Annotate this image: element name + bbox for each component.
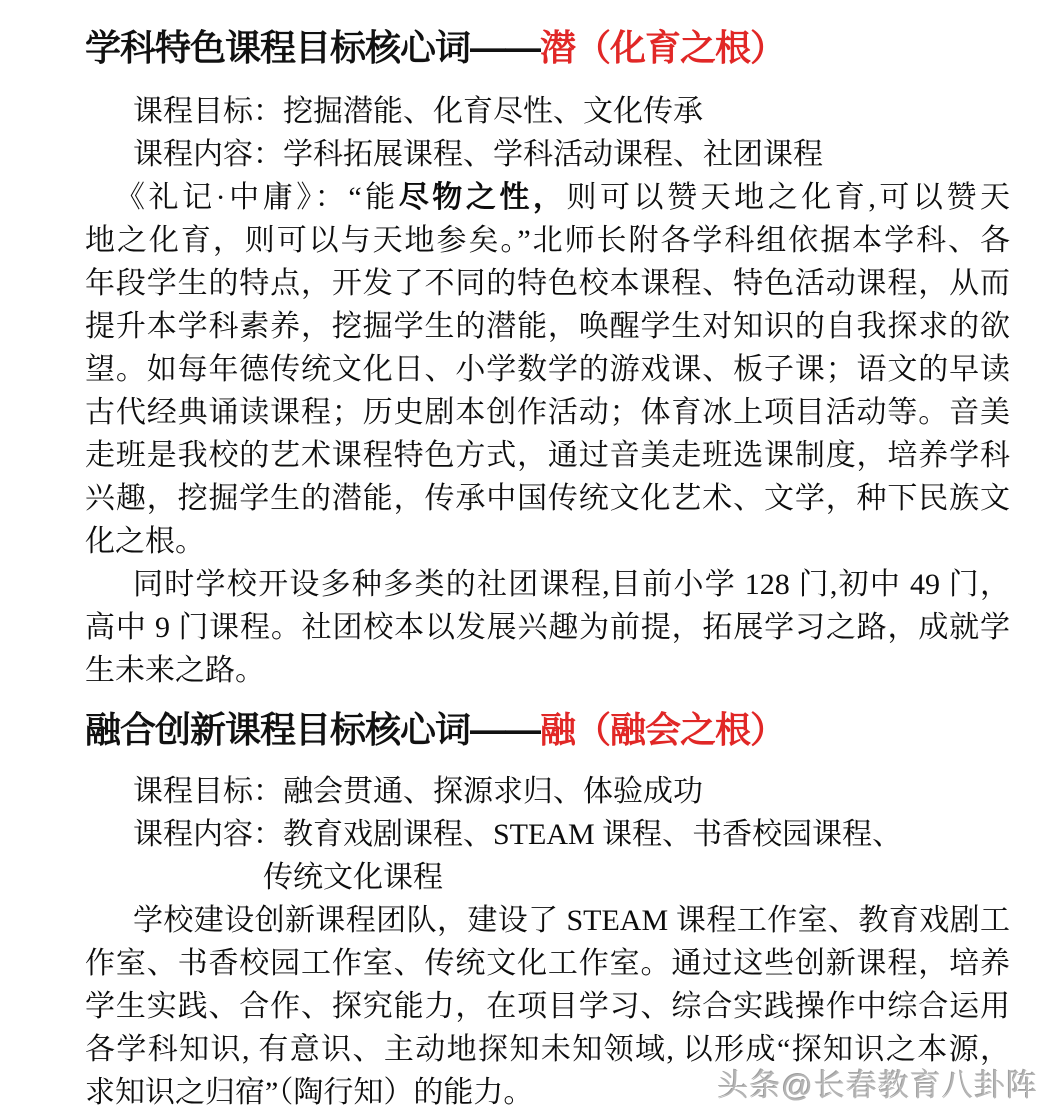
- para1-line-7: 走班是我校的艺术课程特色方式，通过音美走班选课制度，培养学科: [85, 439, 1010, 472]
- section1-heading-red: 潜（化育之根）: [540, 27, 786, 68]
- para3-line-3: 学生实践、合作、探究能力，在项目学习、综合实践操作中综合运用: [85, 990, 1010, 1023]
- para1-line-6: 古代经典诵读课程；历史剧本创作活动；体育冰上项目活动等。音美: [85, 396, 1010, 429]
- para1-line-1: [85, 176, 1010, 219]
- para2-line-1: 同时学校开设多种多类的社团课程,目前小学 128 门,初中 49 门，: [133, 568, 1010, 601]
- para1-line-5: 望。如每年德传统文化日、小学数学的游戏课、板子课；语文的早读: [85, 353, 1010, 386]
- section1-heading: [85, 24, 1010, 72]
- para1-line1-post: 则可以赞天地之化育,可以赞天: [566, 181, 1011, 214]
- para3-line-1: 学校建设创新课程团队，建设了 STEAM 课程工作室、教育戏剧工: [133, 904, 1010, 937]
- para3-line-2: 作室、书香校园工作室、传统文化工作室。通过这些创新课程，培养: [85, 947, 1010, 980]
- para1-line1-pre: 《礼记·中庸》：“能: [115, 181, 399, 214]
- section2-goal-line: 课程目标：融会贯通、探源求归、体验成功: [133, 775, 703, 808]
- section2-heading: [85, 706, 1010, 754]
- para2-line-2: 高中 9 门课程。社团校本以发展兴趣为前提，拓展学习之路，成就学: [85, 611, 1010, 644]
- paragraph-liji-zhongyong: [85, 176, 1010, 563]
- section2-heading-black: 融合创新课程目标核心词——: [85, 709, 541, 750]
- para1-line-3: 年段学生的特点，开发了不同的特色校本课程、特色活动课程，从而: [85, 267, 1010, 300]
- para1-line-2: 地之化育，则可以与天地参矣。”北师长附各学科组依据本学科、各: [85, 224, 1010, 257]
- para1-line-8: 兴趣，挖掘学生的潜能，传承中国传统文化艺术、文学，种下民族文: [85, 482, 1010, 515]
- watermark: 头条@长春教育八卦阵: [717, 1068, 1038, 1103]
- section1-content-line: 课程内容：学科拓展课程、学科活动课程、社团课程: [133, 138, 823, 171]
- para3-line-4: 各学科知识, 有意识、主动地探知未知领域, 以形成“探知识之本源，: [85, 1033, 1010, 1066]
- para1-line-9: 化之根。: [85, 525, 205, 558]
- section2-content-line-wrap: 传统文化课程: [263, 861, 443, 894]
- section1-heading-black: 学科特色课程目标核心词——: [85, 27, 541, 68]
- para1-line-4: 提升本学科素养，挖掘学生的潜能，唤醒学生对知识的自我探求的欲: [85, 310, 1010, 343]
- section1-goal-line: 课程目标：挖掘潜能、化育尽性、文化传承: [133, 95, 703, 128]
- para1-line1-bold: 尽物之性，: [398, 181, 567, 214]
- section2-content-line: 课程内容：教育戏剧课程、STEAM 课程、书香校园课程、: [133, 818, 903, 851]
- para3-line-5: 求知识之归宿”（陶行知）的能力。: [85, 1076, 534, 1109]
- paragraph-clubs: [85, 563, 1010, 692]
- para2-line-3: 生未来之路。: [85, 654, 265, 687]
- section2-heading-red: 融（融会之根）: [540, 709, 786, 750]
